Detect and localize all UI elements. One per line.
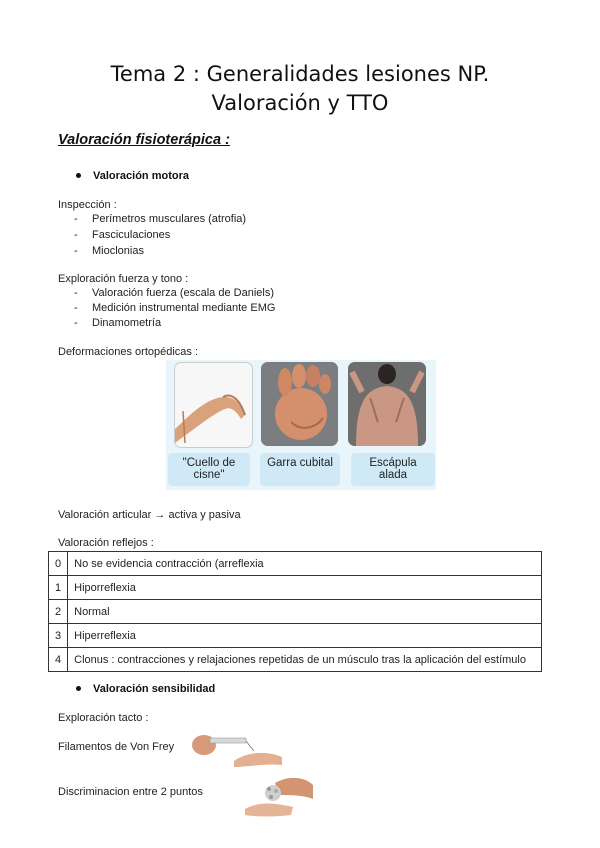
table-row: 2 Normal	[49, 600, 542, 624]
swan-neck-hand-photo	[174, 362, 253, 448]
caption-claw: Garra cubital	[260, 453, 340, 486]
bullet-dot-icon	[76, 686, 81, 691]
list-item: - Dinamometría	[74, 317, 162, 329]
deformities-figure	[166, 360, 436, 490]
table-row: 3 Hiperreflexia	[49, 624, 542, 648]
two-point-text: Discriminacion entre 2 puntos	[58, 786, 203, 798]
caption-swan-neck: "Cuello de cisne"	[168, 453, 250, 486]
reflexes-label: Valoración reflejos :	[58, 537, 154, 549]
page-title-line2: Valoración y TTO	[211, 91, 389, 115]
page-title-line1: Tema 2 : Generalidades lesiones NP.	[110, 62, 490, 86]
deformities-label: Deformaciones ortopédicas :	[58, 346, 199, 358]
list-item: - Fasciculaciones	[74, 229, 171, 241]
inspection-label: Inspección :	[58, 199, 117, 211]
table-row: 0 No se evidencia contracción (arreflexia	[49, 552, 542, 576]
two-point-photo	[245, 773, 313, 821]
list-item: - Perímetros musculares (atrofia)	[74, 213, 247, 225]
sensory-heading: Valoración sensibilidad	[93, 683, 216, 695]
strength-label: Exploración fuerza y tono :	[58, 273, 189, 285]
ulnar-claw-hand-photo	[261, 362, 338, 446]
motor-heading: Valoración motora	[93, 170, 189, 182]
von-frey-photo	[190, 727, 282, 769]
bullet-sensory	[76, 683, 215, 695]
section-heading: Valoración fisioterápica :	[58, 132, 230, 148]
list-item: - Mioclonias	[74, 245, 144, 257]
articular-text: Valoración articular → activa y pasiva	[58, 509, 241, 521]
list-item: - Medición instrumental mediante EMG	[74, 302, 276, 314]
touch-label: Exploración tacto :	[58, 712, 149, 724]
von-frey-text: Filamentos de Von Frey	[58, 741, 175, 753]
caption-scapula: Escápula alada	[351, 453, 435, 486]
bullet-motor	[76, 170, 189, 182]
list-item: - Valoración fuerza (escala de Daniels)	[74, 287, 274, 299]
table-row: 4 Clonus : contracciones y relajaciones repetidas de un músculo tras la aplicación del estímulo	[49, 648, 542, 672]
bullet-dot-icon	[76, 173, 81, 178]
table-row: 1 Hiporreflexia	[49, 576, 542, 600]
winged-scapula-photo	[348, 362, 426, 446]
reflexes-table	[48, 551, 542, 672]
